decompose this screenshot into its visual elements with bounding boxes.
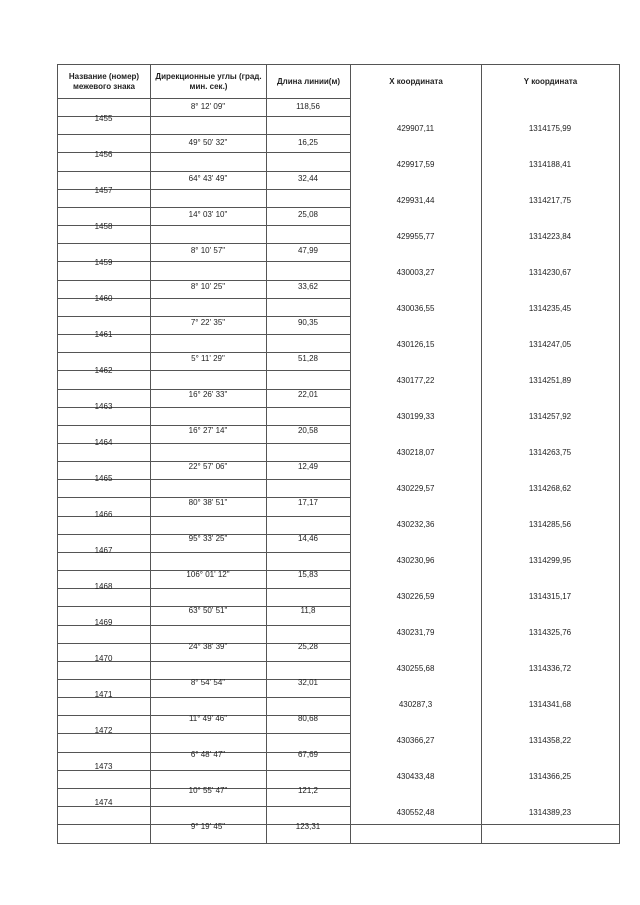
point-name: 1461 [94, 330, 113, 339]
point-name: 1466 [94, 510, 113, 519]
point-name: 1470 [94, 654, 113, 663]
line-length: 32,44 [297, 174, 319, 183]
boundary-points-table [57, 64, 619, 844]
y-coordinate: 1314325,76 [528, 628, 572, 637]
x-coordinate: 430003,27 [396, 268, 435, 277]
y-coordinate: 1314251,89 [528, 376, 572, 385]
line-length: 123,31 [295, 822, 321, 831]
point-name: 1471 [94, 690, 113, 699]
y-coordinate: 1314230,67 [528, 268, 572, 277]
direction-angle: 95° 33' 25" [188, 534, 228, 543]
y-coordinate: 1314389,23 [528, 808, 572, 817]
direction-angle: 5° 11' 29" [191, 354, 225, 363]
point-name: 1464 [94, 438, 113, 447]
direction-angle: 8° 12' 09" [190, 102, 226, 111]
line-length: 80,68 [297, 714, 319, 723]
point-name: 1468 [94, 582, 113, 591]
x-coordinate: 430199,33 [396, 412, 435, 421]
x-coordinate: 430126,15 [396, 340, 435, 349]
direction-angle: 10° 55' 47" [188, 786, 228, 795]
header-y-coordinate: Y координата [482, 65, 620, 99]
x-coordinate: 430230,96 [396, 556, 435, 565]
point-name: 1473 [94, 762, 113, 771]
y-coordinate: 1314336,72 [528, 664, 572, 673]
y-coordinate: 1314315,17 [528, 592, 572, 601]
line-length: 67,69 [297, 750, 319, 759]
direction-angle: 64° 43' 49" [188, 174, 228, 183]
line-length: 51,28 [297, 354, 319, 363]
x-coordinate: 430287,3 [398, 700, 433, 709]
x-coordinate: 429907,11 [396, 124, 435, 133]
y-coordinate: 1314263,75 [528, 448, 572, 457]
x-coordinate: 430036,55 [396, 304, 435, 313]
line-length: 17,17 [297, 498, 319, 507]
line-length: 118,56 [296, 102, 320, 111]
line-length: 25,28 [297, 642, 319, 651]
x-coordinate: 430229,57 [396, 484, 435, 493]
direction-angle: 80° 38' 51" [188, 498, 228, 507]
x-coordinate: 430177,22 [396, 376, 435, 385]
x-coordinate: 430232,36 [396, 520, 435, 529]
y-coordinate: 1314217,75 [528, 196, 572, 205]
y-coordinate: 1314285,56 [528, 520, 572, 529]
x-coordinate: 430552,48 [396, 808, 435, 817]
line-length: 47,99 [297, 246, 319, 255]
values-layer [57, 64, 619, 844]
direction-angle: 16° 27' 14" [188, 426, 228, 435]
direction-angle: 63° 50' 51" [188, 606, 228, 615]
line-length: 121,2 [297, 786, 319, 795]
direction-angle: 8° 10' 57" [190, 246, 226, 255]
point-name: 1469 [94, 618, 113, 627]
y-coordinate: 1314341,68 [528, 700, 572, 709]
line-length: 16,25 [297, 138, 319, 147]
y-coordinate: 1314188,41 [528, 160, 572, 169]
point-name: 1462 [94, 366, 113, 375]
y-coordinate: 1314299,95 [528, 556, 572, 565]
line-length: 22,01 [297, 390, 319, 399]
y-coordinate: 1314268,62 [528, 484, 572, 493]
header-direction-angles: Дирекционные углы (град. мин. сек.) [151, 65, 267, 99]
point-name: 1455 [94, 114, 113, 123]
direction-angle: 16° 26' 33" [188, 390, 228, 399]
y-coordinate: 1314175,99 [528, 124, 572, 133]
y-coordinate: 1314366,25 [528, 772, 572, 781]
direction-angle: 9° 19' 45" [190, 822, 226, 831]
y-coordinate: 1314223,84 [528, 232, 572, 241]
line-length: 25,08 [297, 210, 319, 219]
direction-angle: 106° 01' 12" [186, 570, 230, 579]
point-name: 1472 [94, 726, 113, 735]
line-length: 33,62 [297, 282, 319, 291]
line-length: 11,8 [300, 606, 316, 615]
point-name: 1458 [94, 222, 113, 231]
x-coordinate: 429955,77 [396, 232, 435, 241]
y-coordinate: 1314235,45 [528, 304, 572, 313]
line-length: 12,49 [297, 462, 319, 471]
point-name: 1463 [94, 402, 113, 411]
point-name: 1474 [94, 798, 113, 807]
x-coordinate: 430255,68 [396, 664, 435, 673]
header-point-name: Название (номер) межевого знака [58, 65, 151, 99]
direction-angle: 11° 49' 46" [188, 714, 228, 723]
point-name: 1456 [94, 150, 113, 159]
line-length: 15,83 [297, 570, 319, 579]
point-name: 1460 [94, 294, 113, 303]
line-length: 90,35 [297, 318, 319, 327]
direction-angle: 6° 48' 47" [190, 750, 226, 759]
direction-angle: 8° 54' 54" [190, 678, 226, 687]
point-name: 1467 [94, 546, 113, 555]
line-length: 14,46 [297, 534, 319, 543]
x-coordinate: 430218,07 [396, 448, 435, 457]
x-coordinate: 430231,79 [396, 628, 435, 637]
x-coordinate: 430366,27 [396, 736, 435, 745]
x-coordinate: 429931,44 [396, 196, 435, 205]
y-coordinate: 1314358,22 [528, 736, 572, 745]
x-coordinate: 430433,48 [396, 772, 435, 781]
line-length: 32,01 [297, 678, 319, 687]
direction-angle: 49° 50' 32" [188, 138, 228, 147]
direction-angle: 8° 10' 25" [190, 282, 226, 291]
direction-angle: 7° 22' 35" [190, 318, 226, 327]
x-coordinate: 429917,59 [396, 160, 435, 169]
x-coordinate: 430226,59 [396, 592, 435, 601]
header-x-coordinate: X координата [351, 65, 482, 99]
point-name: 1457 [94, 186, 113, 195]
line-length: 20,58 [297, 426, 319, 435]
direction-angle: 22° 57' 06" [188, 462, 228, 471]
direction-angle: 14° 03' 10" [188, 210, 228, 219]
y-coordinate: 1314257,92 [528, 412, 572, 421]
y-coordinate: 1314247,05 [528, 340, 572, 349]
point-name: 1459 [94, 258, 113, 267]
header-line-length: Длина линии(м) [267, 65, 351, 99]
point-name: 1465 [94, 474, 113, 483]
direction-angle: 24° 38' 39" [188, 642, 228, 651]
